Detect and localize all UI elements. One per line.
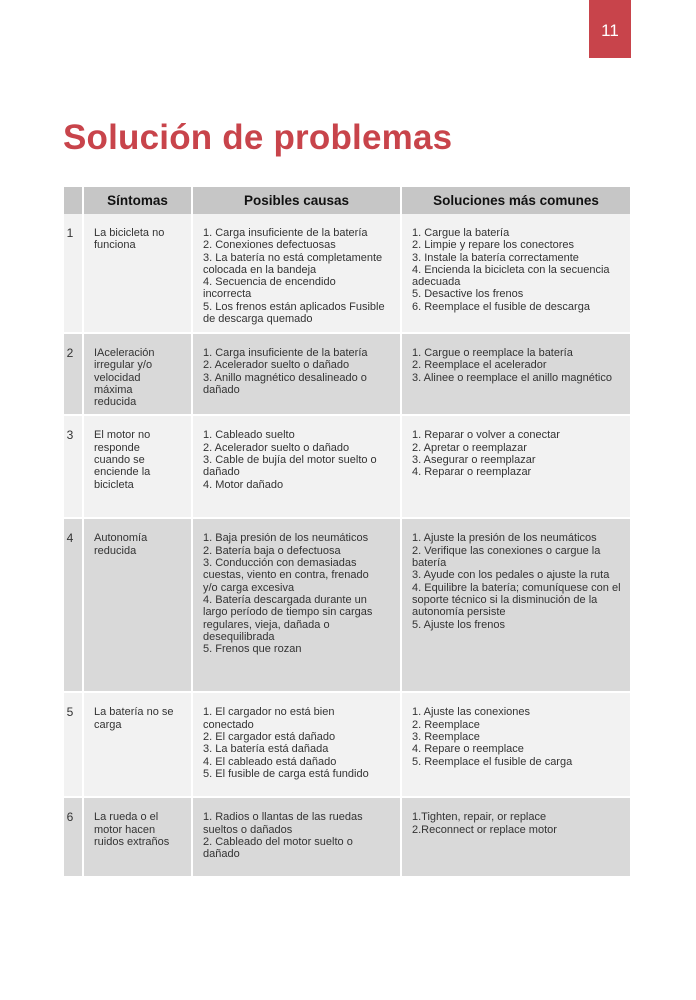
cause-item: 4. Motor dañado <box>203 478 284 491</box>
solution-item: 2.Reconnect or replace motor <box>412 823 557 836</box>
solutions-cell <box>402 519 630 693</box>
cause-item: 1. El cargador no está bien conectado <box>203 706 335 731</box>
cause-item: 1. Cableado suelto <box>203 429 295 442</box>
solution-item: 1. Ajuste las conexiones <box>412 706 531 719</box>
table-row <box>64 214 630 334</box>
solutions-cell <box>402 693 630 798</box>
cause-item: 3. Conducción con demasiadas cuestas, viento en contra, frenado y/o carga excesiva <box>203 557 369 594</box>
solution-item: 4. Equilibre la batería; comuníquese con el soporte técnico si la disminución de la autonomía persiste <box>412 581 621 619</box>
table-row <box>64 416 630 519</box>
solution-item: 3. Asegurar o reemplazar <box>412 454 536 467</box>
solution-item: 4. Reparar o reemplazar <box>412 466 532 479</box>
solutions-cell <box>402 416 630 519</box>
row-number: 3 <box>64 416 84 519</box>
solution-item: 6. Reemplace el fusible de descarga <box>412 300 590 313</box>
cause-item: 5. Los frenos están aplicados Fusible de descarga quemado <box>203 300 385 326</box>
table-row <box>64 798 630 878</box>
solution-item: 2. Reemplace <box>412 718 480 731</box>
cause-item: 2. Cableado del motor suelto o dañado <box>203 836 353 861</box>
cause-item: 3. La batería está dañada <box>203 743 329 756</box>
cause-item: 3. Cable de bujía del motor suelto o dañado <box>203 454 377 479</box>
row-number: 5 <box>64 693 84 798</box>
cause-item: 5. El fusible de carga está fundido <box>203 767 369 780</box>
cause-item: 4. El cableado está dañado <box>203 755 337 768</box>
cause-item: 2. Acelerador suelto o dañado <box>203 359 350 372</box>
table-row <box>64 334 630 416</box>
cause-item: 1. Carga insuficiente de la batería <box>203 347 368 359</box>
header-causes: Posibles causas <box>193 187 402 214</box>
solution-item: 5. Desactive los frenos <box>412 288 524 301</box>
causes-cell <box>193 416 402 519</box>
solution-item: 3. Ayude con los pedales o ajuste la ruta <box>412 569 610 582</box>
causes-cell <box>193 519 402 693</box>
troubleshooting-table <box>64 187 630 878</box>
table-row <box>64 519 630 693</box>
solution-item: 3. Instale la batería correctamente <box>412 251 579 264</box>
cause-item: 2. Batería baja o defectuosa <box>203 544 341 557</box>
symptom-cell: El motor no responde cuando se enciende la bicicleta <box>84 416 193 519</box>
header-symptoms: Síntomas <box>84 187 193 214</box>
solutions-cell <box>402 798 630 878</box>
solution-item: 3. Alinee o reemplace el anillo magnético <box>412 371 612 384</box>
solution-item: 2. Apretar o reemplazar <box>412 441 527 454</box>
solution-item: 5. Reemplace el fusible de carga <box>412 755 573 768</box>
solutions-cell <box>402 334 630 416</box>
solution-item: 4. Encienda la bicicleta con la secuencia adecuada <box>412 263 610 289</box>
solution-item: 1. Cargue o reemplace la batería <box>412 347 573 359</box>
cause-item: 2. Acelerador suelto o dañado <box>203 441 350 454</box>
solution-item: 1. Ajuste la presión de los neumáticos <box>412 532 597 545</box>
row-number: 2 <box>64 334 84 416</box>
cause-item: 2. Conexiones defectuosas <box>203 239 336 252</box>
cause-item: 3. La batería no está completamente colocada en la bandeja <box>203 251 383 276</box>
causes-cell <box>193 798 402 878</box>
solution-item: 3. Reemplace <box>412 731 480 744</box>
solution-item: 4. Repare o reemplace <box>412 743 524 756</box>
table-header-row <box>64 187 630 214</box>
solutions-cell <box>402 214 630 334</box>
cause-item: 4. Secuencia de encendido incorrecta <box>203 276 336 301</box>
symptom-cell: IAceleración irregular y/o velocidad máxima reducida <box>84 334 193 416</box>
symptom-cell: Autonomía reducida <box>84 519 193 693</box>
header-solutions: Soluciones más comunes <box>402 187 630 214</box>
solution-item: 5. Ajuste los frenos <box>412 618 505 631</box>
cause-item: 5. Frenos que rozan <box>203 643 302 656</box>
header-number <box>64 187 84 214</box>
cause-item: 3. Anillo magnético desalineado o dañado <box>203 371 367 396</box>
solution-item: 1. Reparar o volver a conectar <box>412 429 560 442</box>
page-number-badge: 11 <box>589 0 631 58</box>
cause-item: 4. Batería descargada durante un largo período de tiempo sin cargas regulares, vieja, dañada o desequilibrada <box>203 593 373 643</box>
row-number: 4 <box>64 519 84 693</box>
symptom-cell: La bicicleta no funciona <box>84 214 193 334</box>
solution-item: 2. Verifique las conexiones o cargue la batería <box>412 544 601 570</box>
cause-item: 1. Baja presión de los neumáticos <box>203 532 369 545</box>
causes-cell <box>193 334 402 416</box>
solution-item: 1.Tighten, repair, or replace <box>412 811 547 824</box>
solution-item: 2. Limpie y repare los conectores <box>412 239 575 252</box>
symptom-cell: La batería no se carga <box>84 693 193 798</box>
causes-cell <box>193 214 402 334</box>
table-row <box>64 693 630 798</box>
solution-item: 1. Cargue la batería <box>412 227 510 239</box>
symptom-cell: La rueda o el motor hacen ruidos extraños <box>84 798 193 878</box>
page-title: Solución de problemas <box>63 118 453 157</box>
solution-item: 2. Reemplace el acelerador <box>412 359 547 372</box>
cause-item: 2. El cargador está dañado <box>203 731 336 744</box>
row-number: 6 <box>64 798 84 878</box>
cause-item: 1. Radios o llantas de las ruedas sueltos o dañados <box>203 811 363 836</box>
causes-cell <box>193 693 402 798</box>
cause-item: 1. Carga insuficiente de la batería <box>203 227 368 239</box>
row-number: 1 <box>64 214 84 334</box>
